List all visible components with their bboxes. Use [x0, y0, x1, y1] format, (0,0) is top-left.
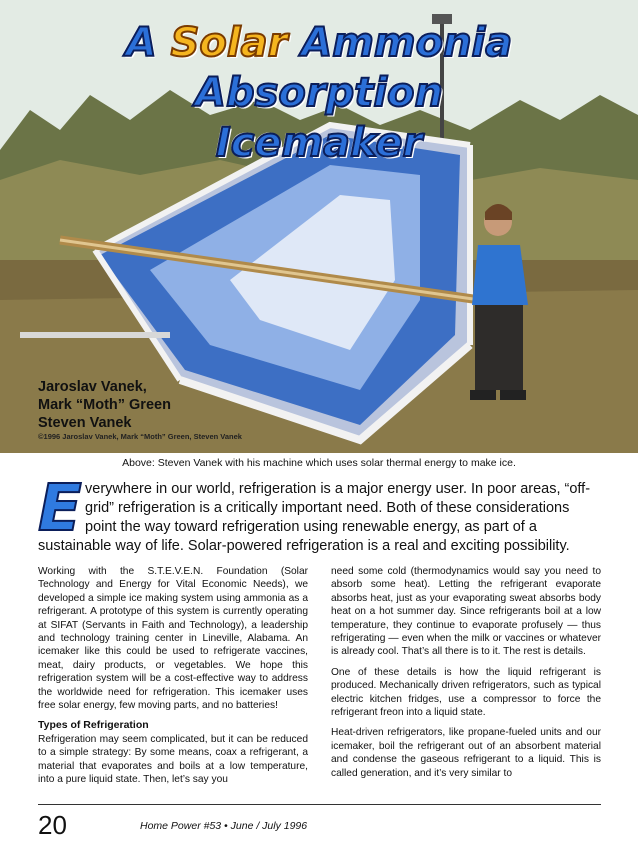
body-paragraph: One of these details is how the liquid refrigerant is produced. Mechanically driven refrigerators, such as typical electric kitchen fridges, use a compressor to force the refrigerant freon into a liquid state.	[331, 666, 601, 719]
left-column	[38, 565, 308, 794]
intro-paragraph	[38, 472, 601, 556]
author-2: Mark “Moth” Green	[38, 397, 171, 413]
section-heading: Types of Refrigeration	[38, 719, 149, 732]
body-paragraph: need some cold (thermodynamics would say you need to absorb some heat). Letting the refrigerant evaporate absorbs heat, just as your evaporating sweat absorbs body heat on a hot summer day. Since refrigerants boil at a low temperature, they continue to evaporate profusely — thus refrigerating — even when the milk or vaccines or whatever is already cool. That’s all there is to it. The rest is details.	[331, 566, 601, 658]
author-list	[38, 378, 171, 432]
author-1: Jaroslav Vanek,	[38, 379, 147, 395]
intro-line-2: grid” refrigeration is a critically important need. Both of these considerations	[85, 500, 570, 516]
photo-caption: Above: Steven Vanek with his machine which uses solar thermal energy to make ice.	[122, 457, 516, 469]
intro-line-3: point the way toward refrigeration using renewable energy, as part of a	[85, 519, 537, 535]
photo-copyright: ©1996 Jaroslav Vanek, Mark “Moth” Green, Steven Vanek	[38, 432, 242, 441]
title-word-solar: Solar	[170, 20, 288, 66]
intro-line-1: verywhere in our world, refrigeration is a major energy user. In poor areas, “off-	[85, 481, 591, 497]
page-number: 20	[38, 810, 67, 840]
drop-cap: E	[38, 472, 82, 546]
article-title	[0, 18, 638, 168]
footer-rule	[38, 804, 601, 805]
title-word-a: A	[125, 20, 157, 66]
right-column	[331, 565, 601, 787]
author-3: Steven Vanek	[38, 415, 132, 431]
intro-line-4: sustainable way of life. Solar-powered refrigeration is a real and exciting possibility.	[38, 538, 570, 554]
title-line2: Icemaker	[215, 120, 423, 166]
publication-footer: Home Power #53 • June / July 1996	[140, 820, 308, 832]
body-paragraph: Heat-driven refrigerators, like propane-fueled units and our icemaker, boil the refrigerant out of an absorbent material and condense the gaseous refrigerant to a liquid. This is called generation, and it’s very similar to	[331, 727, 601, 779]
title-line1-rest: Ammonia Absorption	[194, 20, 513, 116]
body-paragraph: Working with the S.T.E.V.E.N. Foundation (Solar Technology and Energy for Vital Economic Needs), we developed a simple ice making system using ammonia as a refrigerant. A prototype of this system is currently operating at SIFAT (Servants in Faith and Technology), a leadership and technology training center in Lineville, Alabama. An icemaker like this could be used to refrigerate vaccines, meat, dairy products, or vegetables. We hope this refrigeration system will be a cost-effective way to address the worldwide need for refrigeration. This icemaker uses free solar energy, few moving parts, and no batteries!	[38, 566, 308, 712]
body-paragraph: Refrigeration may seem complicated, but it can be reduced to a simple strategy: By some means, coax a refrigerant, a material that evaporates and boils at a low temperature, into a pure liquid state. Then, let’s say you	[38, 733, 308, 786]
